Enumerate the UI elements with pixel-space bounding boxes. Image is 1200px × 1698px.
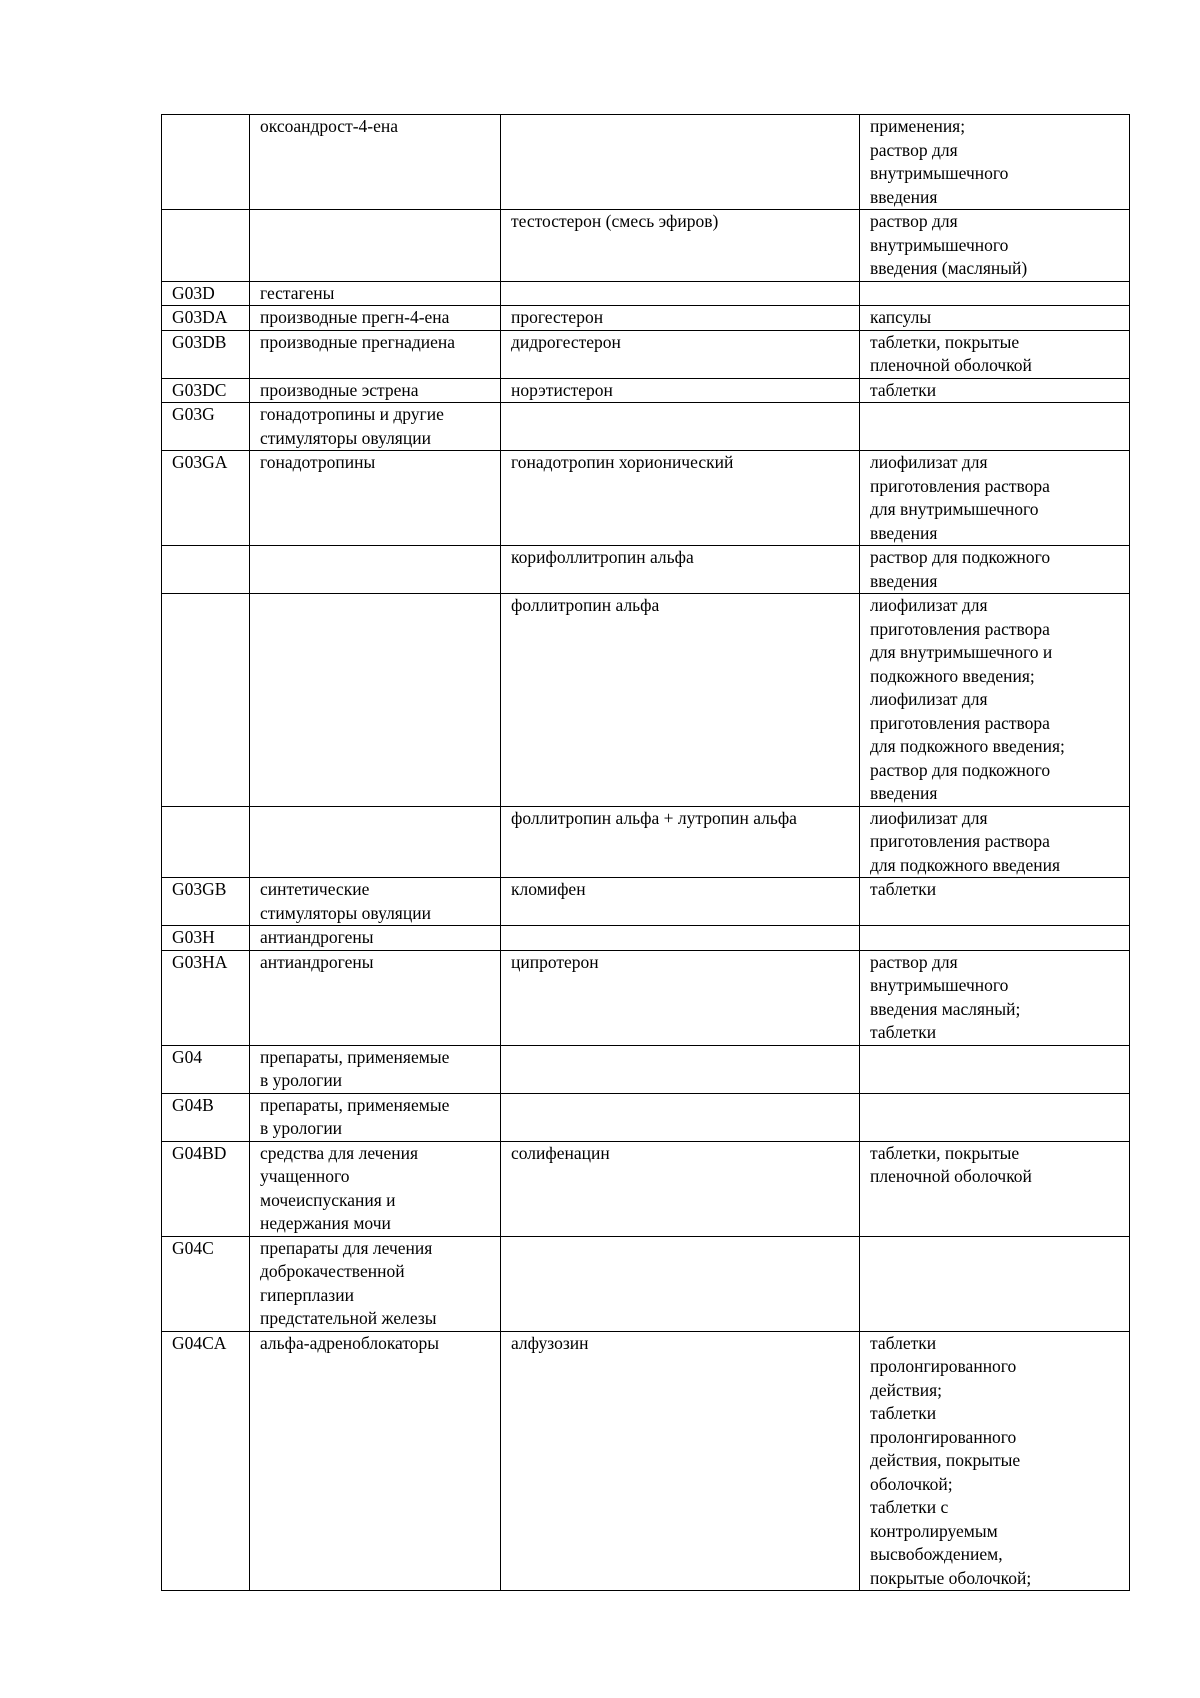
anatomical-group-cell — [250, 1045, 501, 1093]
anatomical-group-cell-text: препараты, применяемые в урологии — [260, 1094, 450, 1138]
dosage-form-cell — [860, 806, 1130, 878]
anatomical-group-cell — [250, 950, 501, 1045]
atc-code-cell-text: G04B — [172, 1094, 214, 1115]
drug-name-cell-text: кломифен — [511, 879, 586, 899]
atc-code-cell — [162, 281, 250, 306]
table-row — [162, 330, 1130, 378]
dosage-form-cell-text: капсулы — [870, 307, 932, 327]
drug-name-cell — [501, 1236, 860, 1331]
anatomical-group-cell — [250, 330, 501, 378]
anatomical-group-cell — [250, 926, 501, 951]
drug-name-cell — [501, 878, 860, 926]
atc-code-cell — [162, 306, 250, 331]
dosage-form-cell — [860, 330, 1130, 378]
drug-name-cell-text: алфузозин — [511, 1332, 589, 1353]
atc-code-cell — [162, 1141, 250, 1236]
dosage-form-cell — [860, 403, 1130, 451]
drug-name-cell — [501, 451, 860, 546]
atc-code-cell-text: G03HA — [172, 951, 228, 972]
atc-code-cell-text: G04C — [172, 1237, 214, 1258]
dosage-form-cell — [860, 1331, 1130, 1591]
drug-name-cell-text: тестостерон (смесь эфиров) — [511, 211, 719, 231]
atc-code-cell-text: G03D — [172, 282, 215, 303]
anatomical-group-cell-text: средства для лечения учащенного мочеиспускания и недержания мочи — [260, 1142, 419, 1233]
anatomical-group-cell — [250, 1141, 501, 1236]
dosage-form-cell — [860, 878, 1130, 926]
dosage-form-cell — [860, 306, 1130, 331]
atc-code-cell — [162, 451, 250, 546]
drug-name-cell-text: ципротерон — [511, 951, 599, 972]
anatomical-group-cell — [250, 878, 501, 926]
drug-name-cell-text: солифенацин — [511, 1142, 610, 1163]
atc-code-cell-text: G03DA — [172, 307, 228, 327]
atc-code-cell — [162, 1093, 250, 1141]
drug-name-cell — [501, 926, 860, 951]
table-row — [162, 403, 1130, 451]
atc-code-cell — [162, 878, 250, 926]
table-row — [162, 281, 1130, 306]
dosage-form-cell — [860, 1236, 1130, 1331]
table-row — [162, 1331, 1130, 1591]
atc-code-cell-text: G03GA — [172, 452, 228, 472]
atc-code-cell-text: G04CA — [172, 1332, 227, 1353]
anatomical-group-cell-text: антиандрогены — [260, 951, 374, 972]
anatomical-group-cell — [250, 281, 501, 306]
dosage-form-cell-text: таблетки — [870, 379, 937, 400]
dosage-form-cell-text: таблетки, покрытые пленочной оболочкой — [870, 331, 1032, 375]
anatomical-group-cell-text: оксоандрост-4-ена — [260, 116, 399, 136]
table-row — [162, 926, 1130, 951]
atc-code-cell — [162, 546, 250, 594]
dosage-form-cell-text: применения; раствор для внутримышечного введения — [870, 116, 1009, 207]
anatomical-group-cell — [250, 546, 501, 594]
drug-name-cell-text: гонадотропин хорионический — [511, 452, 734, 472]
dosage-form-cell-text: лиофилизат для приготовления раствора для внутримышечного введения — [870, 452, 1050, 543]
dosage-form-cell-text: раствор для внутримышечного введения масляный; таблетки — [870, 951, 1021, 1042]
drug-name-cell — [501, 306, 860, 331]
drug-name-cell-text: прогестерон — [511, 307, 604, 327]
anatomical-group-cell-text: синтетические стимуляторы овуляции — [260, 879, 431, 923]
anatomical-group-cell — [250, 115, 501, 210]
dosage-form-cell-text: лиофилизат для приготовления раствора для внутримышечного и подкожного введения; лиофилизат для приготовления раствора для подкожного введения; раствор для подкожного введения — [870, 595, 1065, 803]
dosage-form-cell — [860, 950, 1130, 1045]
anatomical-group-cell-text: производные прегнадиена — [260, 331, 456, 352]
drug-name-cell — [501, 806, 860, 878]
atc-code-cell-text: G03DC — [172, 379, 227, 400]
anatomical-group-cell — [250, 378, 501, 403]
dosage-form-cell — [860, 546, 1130, 594]
atc-code-cell — [162, 378, 250, 403]
drug-name-cell — [501, 115, 860, 210]
drug-name-cell — [501, 950, 860, 1045]
drug-name-cell — [501, 1331, 860, 1591]
anatomical-group-cell-text: производные прегн-4-ена — [260, 307, 450, 327]
dosage-form-cell — [860, 115, 1130, 210]
anatomical-group-cell-text: гестагены — [260, 282, 335, 303]
drug-name-cell — [501, 330, 860, 378]
dosage-form-cell-text: раствор для внутримышечного введения (масляный) — [870, 211, 1028, 278]
atc-code-cell — [162, 594, 250, 807]
dosage-form-cell — [860, 378, 1130, 403]
table-row — [162, 806, 1130, 878]
drug-name-cell — [501, 594, 860, 807]
anatomical-group-cell — [250, 594, 501, 807]
drug-name-cell-text: корифоллитропин альфа — [511, 547, 694, 567]
atc-code-cell — [162, 950, 250, 1045]
dosage-form-cell — [860, 594, 1130, 807]
anatomical-group-cell-text: препараты, применяемые в урологии — [260, 1046, 450, 1090]
anatomical-group-cell — [250, 403, 501, 451]
drug-name-cell-text: дидрогестерон — [511, 331, 621, 352]
dosage-form-cell — [860, 1045, 1130, 1093]
atc-code-cell-text: G04BD — [172, 1142, 227, 1163]
dosage-form-cell — [860, 210, 1130, 282]
atc-code-cell — [162, 806, 250, 878]
atc-code-cell — [162, 210, 250, 282]
drug-name-cell — [501, 1141, 860, 1236]
drug-table-body — [162, 115, 1130, 1591]
table-row — [162, 1236, 1130, 1331]
dosage-form-cell-text: таблетки — [870, 879, 937, 899]
table-row — [162, 210, 1130, 282]
anatomical-group-cell — [250, 451, 501, 546]
atc-code-cell-text: G04 — [172, 1046, 203, 1067]
table-row — [162, 594, 1130, 807]
drug-name-cell-text: норэтистерон — [511, 379, 613, 400]
table-row — [162, 378, 1130, 403]
anatomical-group-cell — [250, 1236, 501, 1331]
anatomical-group-cell-text: альфа-адреноблокаторы — [260, 1332, 440, 1353]
atc-code-cell — [162, 115, 250, 210]
drug-name-cell-text: фоллитропин альфа + лутропин альфа — [511, 807, 797, 828]
drug-name-cell — [501, 546, 860, 594]
anatomical-group-cell — [250, 806, 501, 878]
atc-code-cell — [162, 1045, 250, 1093]
atc-code-cell-text: G03GB — [172, 879, 227, 899]
dosage-form-cell-text: лиофилизат для приготовления раствора для подкожного введения — [870, 807, 1060, 875]
atc-code-cell-text: G03H — [172, 927, 215, 947]
drug-name-cell — [501, 1093, 860, 1141]
dosage-form-cell-text: таблетки пролонгированного действия; таблетки пролонгированного действия, покрытые оболочкой; таблетки с контролируемым высвобождением, покрытые оболочкой; — [870, 1332, 1032, 1588]
anatomical-group-cell-text: гонадотропины и другие стимуляторы овуляции — [260, 404, 444, 448]
anatomical-group-cell-text: препараты для лечения доброкачественной гиперплазии предстательной железы — [260, 1237, 437, 1328]
atc-code-cell-text: G03G — [172, 404, 215, 424]
drug-name-cell — [501, 1045, 860, 1093]
dosage-form-cell — [860, 926, 1130, 951]
drug-name-cell — [501, 281, 860, 306]
atc-code-cell — [162, 1331, 250, 1591]
dosage-form-cell — [860, 1141, 1130, 1236]
dosage-form-cell — [860, 281, 1130, 306]
drug-table — [161, 114, 1130, 1591]
table-row — [162, 878, 1130, 926]
atc-code-cell — [162, 403, 250, 451]
atc-code-cell-text: G03DB — [172, 331, 227, 352]
drug-name-cell-text: фоллитропин альфа — [511, 595, 660, 615]
dosage-form-cell — [860, 1093, 1130, 1141]
atc-code-cell — [162, 330, 250, 378]
table-row — [162, 115, 1130, 210]
table-row — [162, 306, 1130, 331]
drug-name-cell — [501, 378, 860, 403]
anatomical-group-cell — [250, 1331, 501, 1591]
drug-name-cell — [501, 403, 860, 451]
table-row — [162, 546, 1130, 594]
anatomical-group-cell-text: гонадотропины — [260, 452, 376, 472]
table-row — [162, 451, 1130, 546]
anatomical-group-cell — [250, 210, 501, 282]
dosage-form-cell-text: раствор для подкожного введения — [870, 547, 1051, 591]
atc-code-cell — [162, 926, 250, 951]
dosage-form-cell — [860, 451, 1130, 546]
anatomical-group-cell-text: производные эстрена — [260, 379, 419, 400]
anatomical-group-cell — [250, 1093, 501, 1141]
drug-name-cell — [501, 210, 860, 282]
table-row — [162, 1045, 1130, 1093]
atc-code-cell — [162, 1236, 250, 1331]
dosage-form-cell-text: таблетки, покрытые пленочной оболочкой — [870, 1142, 1032, 1186]
anatomical-group-cell — [250, 306, 501, 331]
anatomical-group-cell-text: антиандрогены — [260, 927, 374, 947]
table-row — [162, 950, 1130, 1045]
table-row — [162, 1141, 1130, 1236]
table-row — [162, 1093, 1130, 1141]
